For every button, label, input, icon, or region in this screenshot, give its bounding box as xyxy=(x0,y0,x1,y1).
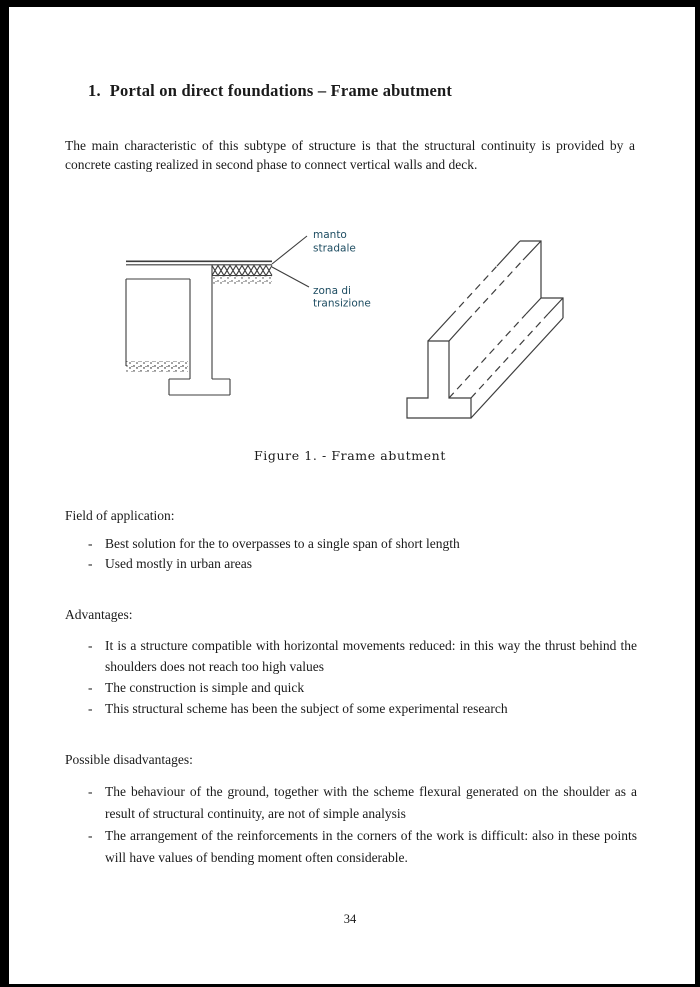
dash-bullet: - xyxy=(88,555,93,571)
dash-bullet: - xyxy=(88,536,93,552)
bullet-item-text: The behaviour of the ground, together with the scheme flexural generated on the shoulder as a result of structural continuity, are not of simple analysis xyxy=(105,784,637,822)
bullet-item-text: Best solution for the to overpasses to a single span of short length xyxy=(105,536,460,552)
bullet-list xyxy=(65,781,637,869)
label-zona-di-transizione xyxy=(313,285,371,310)
bullet-item-text: The arrangement of the reinforcements in the corners of the work is difficult: also in these points will have values of bending moment often considerable. xyxy=(105,828,637,866)
section-field-of-application xyxy=(65,506,637,573)
label-zona-di-transizione-line1: zona di xyxy=(313,285,351,297)
bullet-list xyxy=(65,534,637,573)
isometric-bottom-edge xyxy=(471,318,563,418)
dash-bullet: - xyxy=(88,680,93,696)
dash-bullet: - xyxy=(88,784,93,800)
label-manto-stradale-line1: manto xyxy=(313,229,347,241)
dash-bullet: - xyxy=(88,828,93,844)
bullet-item xyxy=(65,534,637,553)
bullet-item-text: It is a structure compatible with horizontal movements reduced: in this way the thrust behind the shoulders does not reach too high values xyxy=(105,638,637,675)
bullet-item xyxy=(65,635,637,677)
intro-paragraph: The main characteristic of this subtype of structure is that the structural continuity is provided by a concrete casting realized in second phase to connect vertical walls and deck. xyxy=(65,138,635,173)
page-number: 34 xyxy=(343,912,357,926)
isometric-junction-edge xyxy=(449,298,541,398)
bullet-item-text: The construction is simple and quick xyxy=(105,680,305,696)
figure-caption: Figure 1. - Frame abutment xyxy=(254,448,446,463)
bullet-item-text: This structural scheme has been the subject of some experimental research xyxy=(105,701,508,717)
label-manto-stradale-line2: stradale xyxy=(313,242,356,255)
isometric-top-right-edge xyxy=(449,241,541,341)
bullet-item xyxy=(65,781,637,825)
section-possible-disadvantages xyxy=(65,750,637,869)
figure-frame-abutment xyxy=(100,222,640,437)
heading-title: Portal on direct foundations – Frame abutment xyxy=(109,81,453,100)
section-advantages xyxy=(65,605,637,719)
section-title: Field of application: xyxy=(65,508,175,523)
footing-outline xyxy=(169,379,230,395)
heading-number: 1. xyxy=(88,81,101,100)
dash-bullet: - xyxy=(88,701,93,717)
isometric-far-end xyxy=(520,241,563,318)
isometric-top-left-edge xyxy=(428,241,520,341)
section-title: Possible disadvantages: xyxy=(65,752,193,767)
bullet-item xyxy=(65,698,637,719)
bullet-item xyxy=(65,677,637,698)
bullet-list xyxy=(65,635,637,719)
section-title: Advantages: xyxy=(65,607,133,622)
label-zona-di-transizione-line2: transizione xyxy=(313,297,371,310)
leader-line-road-surface xyxy=(272,236,307,264)
bullet-item xyxy=(65,554,637,573)
isometric-drawing xyxy=(407,241,563,418)
section-heading xyxy=(88,81,452,101)
bullet-item-text: Used mostly in urban areas xyxy=(105,555,252,571)
isometric-base-top-edge xyxy=(471,298,563,398)
transition-zone-hatch xyxy=(212,266,272,276)
leader-line-transition-zone xyxy=(272,267,309,287)
label-manto-stradale xyxy=(313,229,356,255)
cross-section-drawing xyxy=(126,229,371,395)
embankment-stipple xyxy=(212,277,272,286)
dash-bullet: - xyxy=(88,638,93,654)
bullet-item xyxy=(65,825,637,869)
ground-stipple-2 xyxy=(128,363,188,371)
isometric-front-face xyxy=(407,341,471,418)
